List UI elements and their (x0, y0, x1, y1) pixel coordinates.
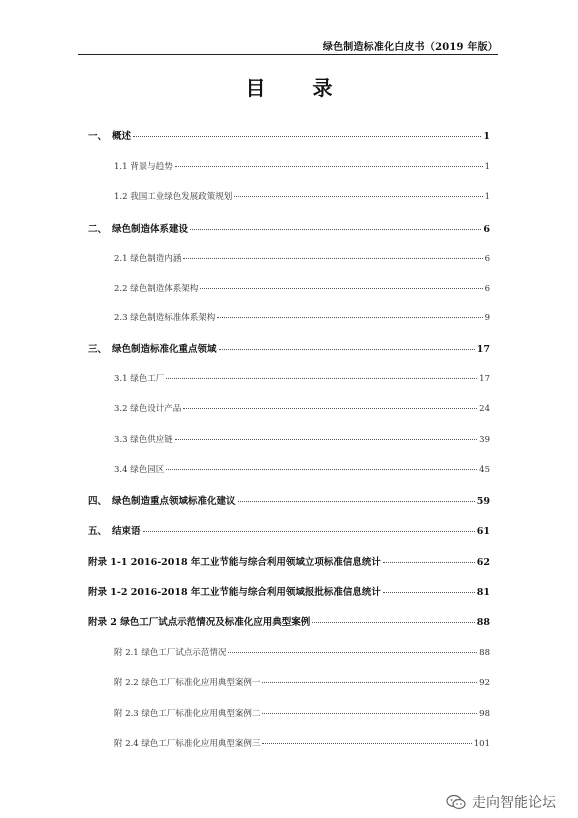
toc-entry-number: 三、 (88, 344, 108, 355)
toc-entry-page: 24 (479, 404, 490, 414)
watermark-text: 走向智能论坛 (472, 795, 556, 811)
toc-entry-label: 附 2.4 绿色工厂标准化应用典型案例三 (114, 739, 261, 749)
dot-leader (238, 501, 475, 502)
toc-entry-page: 62 (476, 557, 490, 568)
toc-entry-page: 88 (479, 648, 490, 658)
toc-entry-page: 61 (476, 526, 490, 537)
watermark (446, 792, 556, 812)
dot-leader (383, 562, 475, 563)
dot-leader (175, 439, 477, 440)
toc-entry[interactable] (88, 190, 490, 202)
dot-leader (183, 408, 477, 409)
toc-entry-page: 1 (483, 131, 490, 142)
toc-entry[interactable] (88, 646, 490, 658)
toc-entry-label: 附录 2 绿色工厂试点示范情况及标准化应用典型案例 (88, 617, 311, 628)
toc-entry[interactable] (88, 707, 490, 719)
toc-entry[interactable] (88, 584, 490, 598)
toc-entry[interactable] (88, 282, 490, 294)
toc-entry-label: 2.1 绿色制造内涵 (114, 254, 182, 264)
toc-entry[interactable] (88, 160, 490, 172)
toc-entry[interactable] (88, 614, 490, 628)
page-title: 目 录 (245, 76, 353, 100)
toc-entry[interactable] (88, 128, 490, 142)
toc-entry[interactable] (88, 737, 490, 749)
dot-leader (262, 713, 477, 714)
dot-leader (143, 531, 475, 532)
toc-entry-label: 附录 1-2 2016-2018 年工业节能与综合利用领域报批标准信息统计 (88, 587, 381, 598)
toc-entry-number: 五、 (88, 526, 108, 537)
toc-entry[interactable] (88, 463, 490, 475)
toc-entry-number: 四、 (88, 496, 108, 507)
toc-entry[interactable] (88, 554, 490, 568)
dot-leader (262, 743, 471, 744)
toc-entry[interactable] (88, 433, 490, 445)
toc-entry-page: 101 (473, 739, 490, 749)
page-header (78, 38, 498, 55)
toc-entry-page: 1 (484, 162, 490, 172)
toc-entry[interactable] (88, 372, 490, 384)
dot-leader (383, 592, 475, 593)
toc-entry[interactable] (88, 221, 490, 235)
toc-entry[interactable] (88, 402, 490, 414)
dot-leader (234, 196, 482, 197)
toc-entry-label: 绿色制造重点领域标准化建议 (112, 496, 236, 507)
dot-leader (312, 622, 475, 623)
toc-entry-page: 98 (479, 709, 490, 719)
toc-entry-label: 概述 (112, 131, 132, 142)
dot-leader (228, 652, 477, 653)
toc-entry-page: 88 (476, 617, 490, 628)
toc-entry-label: 3.2 绿色设计产品 (114, 404, 182, 414)
toc-entry-label: 附 2.3 绿色工厂标准化应用典型案例二 (114, 709, 261, 719)
dot-leader (200, 288, 482, 289)
toc-entry[interactable] (88, 523, 490, 537)
toc-entry-label: 2.3 绿色制造标准体系架构 (114, 313, 216, 323)
toc-entry-label: 绿色制造体系建设 (112, 224, 189, 235)
toc-entry-label: 3.1 绿色工厂 (114, 374, 165, 384)
toc-entry-page: 6 (484, 254, 490, 264)
toc-entry-label: 3.4 绿色园区 (114, 465, 165, 475)
toc-entry-label: 2.2 绿色制造体系架构 (114, 284, 199, 294)
toc-entry-page: 6 (483, 224, 490, 235)
toc-entry[interactable] (88, 252, 490, 264)
dot-leader (166, 378, 477, 379)
toc-entry-label: 结束语 (112, 526, 141, 537)
toc-entry-page: 39 (479, 435, 490, 445)
toc-entry[interactable] (88, 341, 490, 355)
toc-entry-page: 9 (484, 313, 490, 323)
toc-entry-page: 17 (479, 374, 490, 384)
dot-leader (183, 258, 482, 259)
running-title: 绿色制造标准化白皮书（2019 年版） (322, 42, 498, 53)
toc-entry-page: 6 (484, 284, 490, 294)
toc-entry-label: 1.1 背景与趋势 (114, 162, 173, 172)
toc-entry-number: 一、 (88, 131, 108, 142)
toc-entry-page: 17 (476, 344, 490, 355)
wechat-icon (446, 794, 466, 810)
dot-leader (166, 469, 477, 470)
toc-entry-label: 1.2 我国工业绿色发展政策规划 (114, 192, 233, 202)
toc-entry-page: 45 (479, 465, 490, 475)
dot-leader (262, 682, 477, 683)
toc-entry[interactable] (88, 493, 490, 507)
toc-entry-label: 附 2.2 绿色工厂标准化应用典型案例一 (114, 678, 261, 688)
toc-entry-number: 二、 (88, 224, 108, 235)
toc-entry-label: 绿色制造标准化重点领域 (112, 344, 217, 355)
toc-entry-page: 59 (476, 496, 490, 507)
dot-leader (190, 229, 481, 230)
toc-entry-page: 1 (484, 192, 490, 202)
dot-leader (175, 166, 483, 167)
dot-leader (133, 136, 481, 137)
toc-entry-label: 附录 1-1 2016-2018 年工业节能与综合利用领域立项标准信息统计 (88, 557, 381, 568)
toc-entry-page: 81 (476, 587, 490, 598)
dot-leader (219, 349, 475, 350)
toc-entry[interactable] (88, 676, 490, 688)
toc-entry-label: 3.3 绿色供应链 (114, 435, 173, 445)
toc-entry[interactable] (88, 311, 490, 323)
dot-leader (217, 317, 482, 318)
toc-entry-label: 附 2.1 绿色工厂试点示范情况 (114, 648, 227, 658)
toc-entry-page: 92 (479, 678, 490, 688)
